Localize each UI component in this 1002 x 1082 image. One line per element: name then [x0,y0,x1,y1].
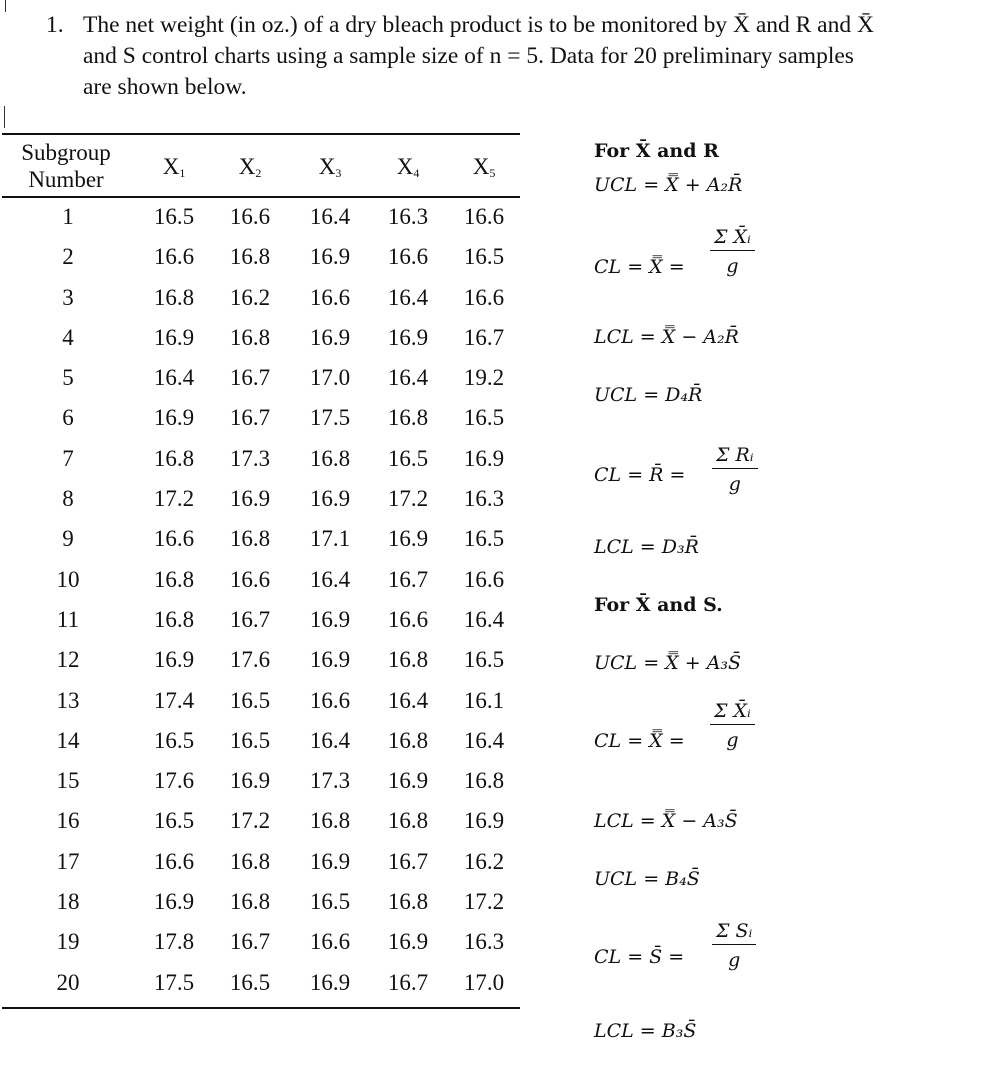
cell-x1: 16.8 [153,445,195,471]
cell-x2: 16.8 [229,244,271,270]
cell-x4: 16.9 [387,324,429,350]
cell-x3: 16.4 [309,727,351,753]
cell-x5: 16.6 [463,566,505,592]
formula-cl-xbar-r-fraction [710,226,755,277]
cell-x3: 16.4 [309,566,351,592]
cell-x5: 16.8 [463,768,505,794]
cell-x4: 16.9 [387,768,429,794]
table-row [2,400,520,440]
header-x3: $X_3$ [318,154,342,180]
cell-x3: 16.9 [309,324,351,350]
cell-x2: 16.8 [229,526,271,552]
cell-x4: 16.8 [387,808,429,834]
cell-x3: 16.8 [309,445,351,471]
cell-x3: 16.9 [309,486,351,512]
fraction-denominator: g [726,729,739,751]
cell-subgroup-number: 8 [62,486,74,512]
cell-x5: 16.5 [463,244,505,270]
cell-x3: 16.9 [309,647,351,673]
cell-x4: 16.7 [387,969,429,995]
formula-cl-xbar-r-lhs: CL = X̿ = [594,256,685,278]
header-x4: $X_4$ [396,154,420,180]
cell-x2: 16.5 [229,687,271,713]
cell-x4: 16.7 [387,848,429,874]
table-row [2,602,520,642]
formula-ucl-r: UCL = D₄R̄ [594,384,703,406]
cell-x2: 16.5 [229,727,271,753]
cell-subgroup-number: 4 [62,324,74,350]
cell-x4: 16.4 [387,365,429,391]
page-mark [5,0,6,12]
cell-x4: 16.8 [387,405,429,431]
cell-subgroup-number: 1 [62,204,74,229]
problem-line-2: and S control charts using a sample size of n = 5. Data for 20 preliminary samples [83,43,854,69]
fraction-denominator: g [728,473,741,495]
table-row [2,320,520,360]
cell-x5: 16.5 [463,405,505,431]
header-subgroup: Subgroup [21,140,111,165]
cell-x4: 16.8 [387,889,429,915]
table-row [2,844,520,884]
cell-x1: 16.5 [153,727,195,753]
cell-x3: 17.5 [309,405,351,431]
cell-x5: 16.1 [463,687,505,713]
table-row [2,884,520,924]
table-row [2,683,520,723]
cell-x2: 16.7 [229,606,271,632]
table-row [2,521,520,561]
cell-x2: 16.6 [229,204,271,229]
cell-x2: 16.6 [229,566,271,592]
cell-subgroup-number: 9 [62,526,74,552]
cell-subgroup-number: 3 [62,284,74,310]
cell-x1: 16.9 [153,405,195,431]
cell-subgroup-number: 5 [62,365,74,391]
fraction-denominator: g [728,949,741,971]
cell-x1: 16.6 [153,848,195,874]
cell-x4: 16.7 [387,566,429,592]
cell-x5: 16.5 [463,647,505,673]
cell-x2: 16.8 [229,848,271,874]
cell-x1: 16.9 [153,647,195,673]
cell-x4: 16.8 [387,727,429,753]
problem-line-1: The net weight (in oz.) of a dry bleach product is to be monitored by X̄ and R and X̄ [83,12,874,38]
table-row [2,562,520,602]
cell-x4: 16.9 [387,929,429,955]
cell-x5: 16.4 [463,606,505,632]
cell-x1: 17.8 [153,929,195,955]
cell-x1: 16.5 [153,808,195,834]
table-row [2,280,520,320]
formula-lcl-s: LCL = B₃S̄ [594,1020,697,1042]
cell-x1: 16.6 [153,244,195,270]
cell-x2: 16.7 [229,929,271,955]
cell-x5: 16.4 [463,727,505,753]
cell-subgroup-number: 17 [56,848,80,874]
cell-x3: 17.3 [309,768,351,794]
cell-subgroup-number: 6 [62,405,74,431]
table-row [2,360,520,400]
cell-x4: 16.6 [387,606,429,632]
formula-cl-r-lhs: CL = R̄ = [594,464,686,486]
cell-subgroup-number: 20 [56,969,80,995]
formula-cl-r-fraction [712,444,758,495]
formula-ucl-xbar-r: UCL = X̿ + A₂R̄ [594,174,743,196]
formula-ucl-s: UCL = B₄S̄ [594,868,700,890]
cell-subgroup-number: 13 [56,687,80,713]
cell-x3: 16.9 [309,969,351,995]
cell-x3: 16.9 [309,244,351,270]
table-bottom-rule [2,1007,520,1009]
fraction-numerator: Σ X̄ᵢ [710,700,755,725]
formula-cl-xbar-s-fraction [710,700,755,751]
cell-x2: 16.7 [229,405,271,431]
cell-subgroup-number: 16 [56,808,80,834]
table-top-rule [2,133,520,135]
cell-x4: 16.4 [387,284,429,310]
cell-subgroup-number: 11 [56,606,80,632]
cell-subgroup-number: 14 [56,727,80,753]
cell-x3: 16.4 [309,204,351,229]
cell-x4: 16.8 [387,647,429,673]
formula-panel [594,130,994,1070]
cell-x5: 16.5 [463,526,505,552]
cell-x1: 17.2 [153,486,195,512]
formula-ucl-xbar-s: UCL = X̿ + A₃S̄ [594,652,742,674]
formula-cl-s-fraction [712,920,756,971]
cell-subgroup-number: 15 [56,768,80,794]
cell-x5: 17.0 [463,969,505,995]
cell-x1: 17.5 [153,969,195,995]
header-x2: $X_2$ [238,154,262,180]
data-table [2,133,520,1009]
cell-x2: 17.6 [229,647,271,673]
cell-x1: 17.6 [153,768,195,794]
table-row [2,723,520,763]
fraction-numerator: Σ Rᵢ [712,444,758,469]
cell-x1: 16.5 [153,204,195,229]
title-xbar-s: For X̄ and S. [594,594,723,616]
cell-subgroup-number: 12 [56,647,80,673]
title-xbar-r: For X̄ and R [594,140,719,162]
cell-x1: 16.8 [153,566,195,592]
table-row [2,965,520,1005]
cell-x3: 16.8 [309,808,351,834]
formula-lcl-xbar-s: LCL = X̿ − A₃S̄ [594,810,738,832]
cell-x4: 16.5 [387,445,429,471]
table-row [2,441,520,481]
cell-subgroup-number: 2 [62,244,74,270]
table-row [2,239,520,279]
cell-x5: 19.2 [463,365,505,391]
header-number: Number [28,167,104,192]
problem-line-3: are shown below. [83,74,247,100]
table-row [2,763,520,803]
cell-x3: 16.9 [309,848,351,874]
table-row [2,803,520,843]
cell-x5: 16.6 [463,204,505,229]
fraction-denominator: g [726,255,739,277]
cell-x4: 17.2 [387,486,429,512]
cell-x5: 16.2 [463,848,505,874]
cell-x5: 16.9 [463,445,505,471]
header-subgroup-number [12,139,120,193]
table-body [2,199,520,1005]
formula-cl-xbar-s-lhs: CL = X̿ = [594,730,685,752]
table-row [2,924,520,964]
cell-x2: 16.5 [229,969,271,995]
cell-x5: 16.9 [463,808,505,834]
table-row [2,642,520,682]
cell-x1: 16.9 [153,324,195,350]
cell-x3: 16.6 [309,929,351,955]
cell-x1: 16.6 [153,526,195,552]
cell-x4: 16.3 [387,204,429,229]
cell-x1: 17.4 [153,687,195,713]
table-row [2,481,520,521]
fraction-numerator: Σ X̄ᵢ [710,226,755,251]
cell-subgroup-number: 19 [56,929,80,955]
cell-x2: 16.8 [229,889,271,915]
cell-x1: 16.4 [153,365,195,391]
table-header-rule [2,196,520,198]
cell-x3: 17.0 [309,365,351,391]
cell-x2: 16.9 [229,768,271,794]
cell-subgroup-number: 18 [56,889,80,915]
header-x1: $X_1$ [162,154,186,180]
cell-x5: 17.2 [463,889,505,915]
cell-x2: 16.2 [229,284,271,310]
cell-x5: 16.6 [463,284,505,310]
cell-subgroup-number: 10 [56,566,80,592]
cell-x3: 17.1 [309,526,351,552]
cell-x3: 16.5 [309,889,351,915]
cell-x1: 16.9 [153,889,195,915]
cell-x2: 17.2 [229,808,271,834]
table-row [2,199,520,239]
cell-x5: 16.7 [463,324,505,350]
cell-x2: 16.7 [229,365,271,391]
cell-x1: 16.8 [153,606,195,632]
page-mark [4,106,5,128]
formula-cl-s-lhs: CL = S̄ = [594,946,685,968]
cell-x3: 16.6 [309,284,351,310]
formula-lcl-xbar-r: LCL = X̿ − A₂R̄ [594,326,739,348]
cell-x3: 16.6 [309,687,351,713]
cell-x4: 16.4 [387,687,429,713]
header-x5: $X_5$ [472,154,496,180]
cell-x4: 16.9 [387,526,429,552]
cell-x4: 16.6 [387,244,429,270]
cell-x5: 16.3 [463,486,505,512]
cell-x5: 16.3 [463,929,505,955]
formula-lcl-r: LCL = D₃R̄ [594,536,699,558]
cell-x2: 16.8 [229,324,271,350]
cell-subgroup-number: 7 [62,445,74,471]
cell-x3: 16.9 [309,606,351,632]
fraction-numerator: Σ Sᵢ [712,920,756,945]
cell-x2: 17.3 [229,445,271,471]
problem-number: 1. [46,12,64,38]
cell-x2: 16.9 [229,486,271,512]
cell-x1: 16.8 [153,284,195,310]
